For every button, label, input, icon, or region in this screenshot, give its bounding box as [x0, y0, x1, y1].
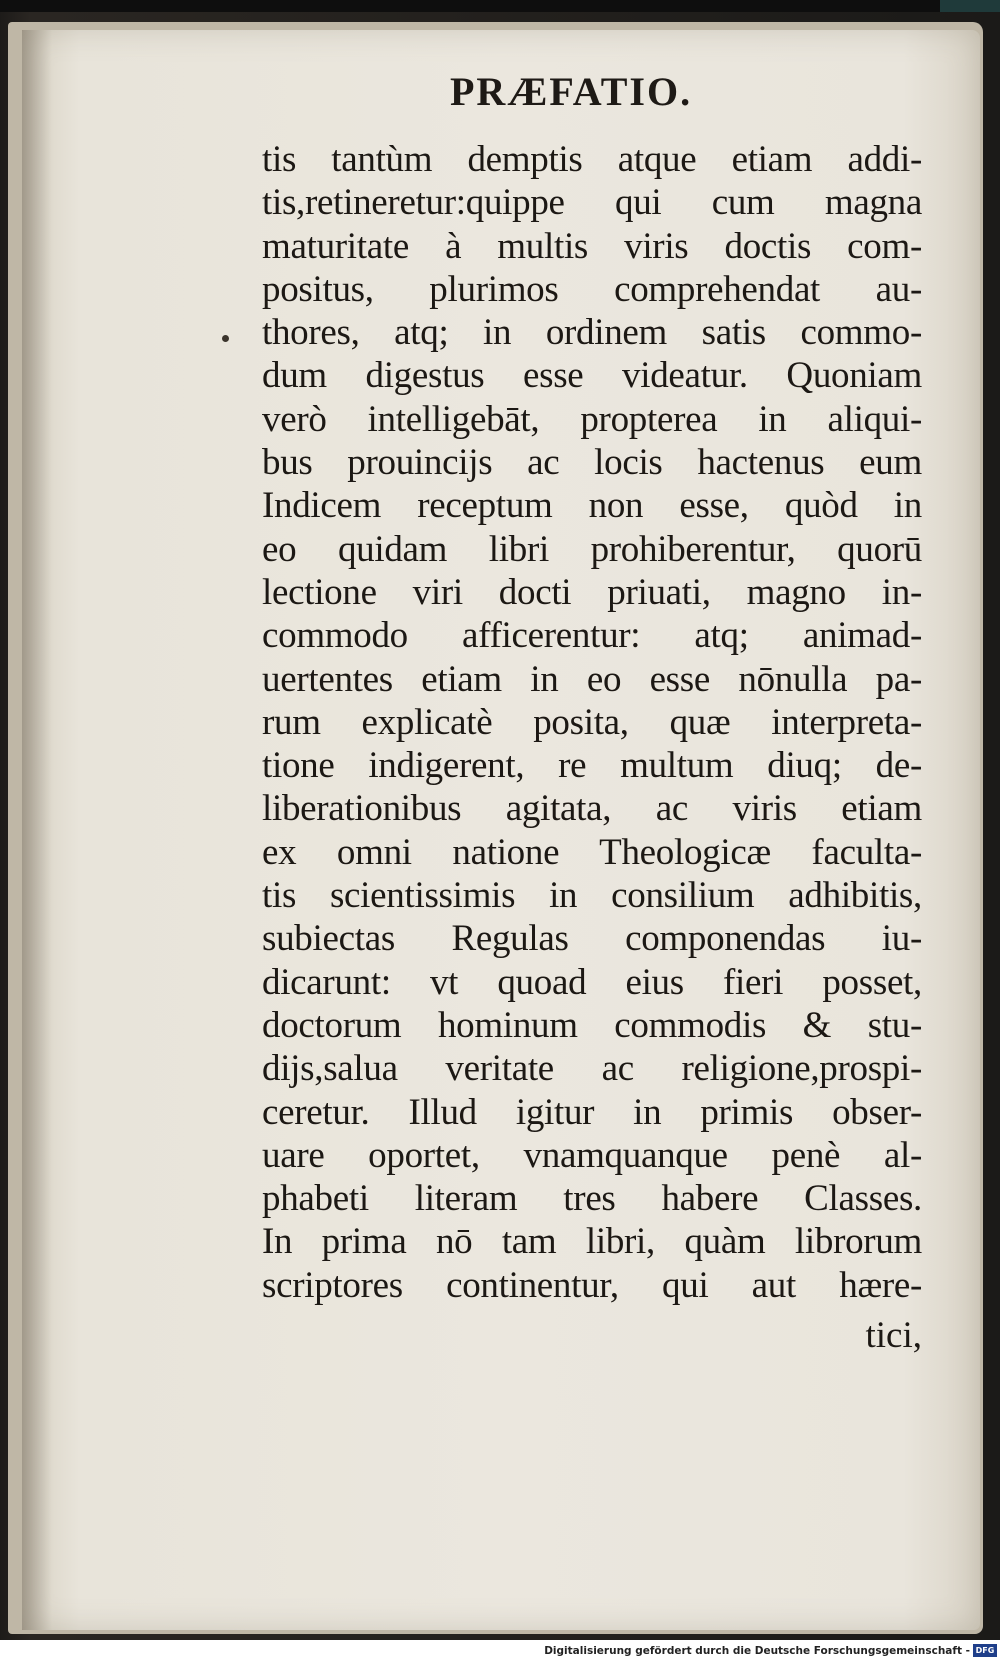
- text-line: tis scientissimis in consilium adhibitis,: [262, 875, 922, 917]
- text-line: tis,retineretur:quippe qui cum magna: [262, 182, 922, 224]
- footer-credit: Digitalisierung gefördert durch die Deutsche Forschungsgemeinschaft -: [544, 1645, 970, 1657]
- page-header: PRÆFATIO.: [450, 69, 693, 114]
- scan-top-strip: [0, 0, 1000, 12]
- text-line: ceretur. Illud igitur in primis obser-: [262, 1091, 922, 1133]
- text-line: phabeti literam tres habere Classes.: [262, 1178, 922, 1220]
- text-line: doctorum hominum commodis & stu-: [262, 1004, 922, 1046]
- text-line: maturitate à multis viris doctis com-: [262, 225, 922, 267]
- dfg-logo: DFG: [973, 1644, 997, 1657]
- text-line: tione indigerent, re multum diuq; de-: [262, 745, 922, 787]
- scan-top-accent: [940, 0, 1000, 12]
- text-line: positus, plurimos comprehendat au-: [262, 268, 922, 310]
- text-line: Indicem receptum non esse, quòd in: [262, 485, 922, 527]
- text-line: subiectas Regulas componendas iu-: [262, 918, 922, 960]
- text-line: tis tantùm demptis atque etiam addi-: [262, 139, 922, 180]
- text-line: eo quidam libri prohiberentur, quorū: [262, 528, 922, 570]
- text-line: thores, atq; in ordinem satis commo-: [262, 312, 922, 354]
- text-line: In prima nō tam libri, quàm librorum: [262, 1221, 922, 1263]
- text-line: dijs,salua veritate ac religione,prospi-: [262, 1048, 922, 1090]
- text-line: uertentes etiam in eo esse nōnulla pa-: [262, 658, 922, 700]
- text-line: uare oportet, vnamquanque penè al-: [262, 1134, 922, 1176]
- spine-shadow: [22, 30, 52, 1630]
- text-line: verò intelligebāt, propterea in aliqui-: [262, 398, 922, 440]
- ink-speck: [222, 335, 229, 342]
- text-line: scriptores continentur, qui aut hære-: [262, 1264, 922, 1306]
- text-line: rum explicatè posita, quæ interpreta-: [262, 701, 922, 743]
- text-line: lectione viri docti priuati, magno in-: [262, 571, 922, 613]
- text-line: dicarunt: vt quoad eius fieri posset,: [262, 961, 922, 1003]
- text-line: bus prouincijs ac locis hactenus eum: [262, 442, 922, 484]
- catchword: tici,: [865, 1315, 922, 1356]
- text-line: commodo afficerentur: atq; animad-: [262, 615, 922, 657]
- text-line: liberationibus agitata, ac viris etiam: [262, 788, 922, 830]
- text-line: dum digestus esse videatur. Quoniam: [262, 355, 922, 397]
- digitization-footer: [0, 1640, 1000, 1660]
- body-text: [262, 138, 922, 1307]
- text-line: ex omni natione Theologicæ faculta-: [262, 831, 922, 873]
